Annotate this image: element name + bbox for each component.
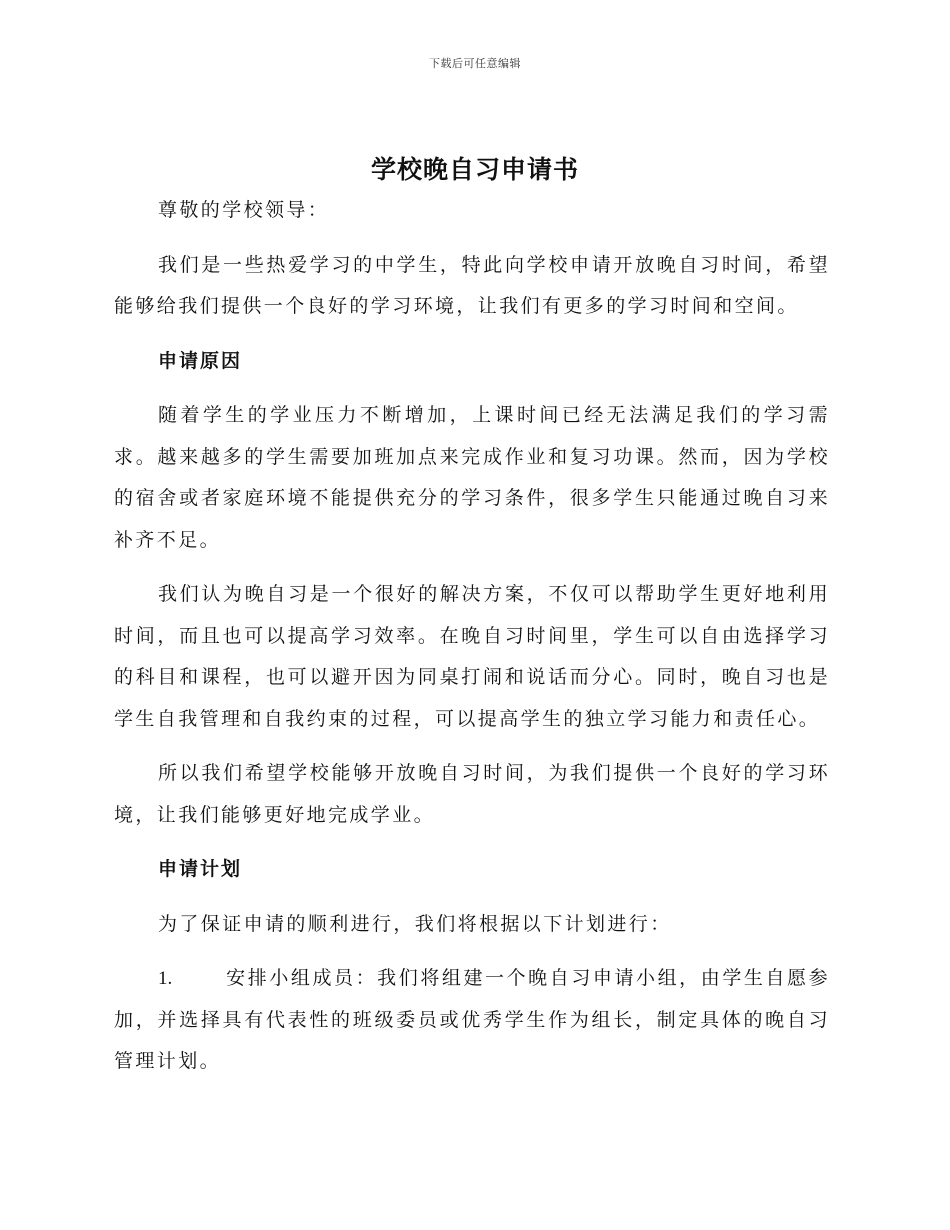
- list-item: [114, 958, 830, 1083]
- document-title: 学校晚自习申请书: [370, 155, 579, 184]
- section-heading-plan: 申请计划: [158, 858, 243, 880]
- plan-intro-paragraph: 为了保证申请的顺利进行，我们将根据以下计划进行：: [158, 912, 672, 935]
- list-item-number: 1.: [158, 968, 173, 989]
- reasons-paragraph-2: 我们认为晚自习是一个很好的解决方案，不仅可以帮助学生更好地利用时间，而且也可以提高学习效率。在晚自习时间里，学生可以自由选择学习的科目和课程，也可以避开因为同桌打闹和说话而分心。同时，晚自习也是学生自我管理和自我约束的过程，可以提高学生的独立学习能力和责任心。: [114, 583, 830, 730]
- document-body: [114, 190, 830, 1083]
- header-note: 下载后可任意编辑: [429, 57, 521, 70]
- intro-paragraph: 我们是一些热爱学习的中学生，特此向学校申请开放晚自习时间，希望能够给我们提供一个良好的学习环境，让我们有更多的学习时间和空间。: [114, 253, 830, 317]
- reasons-paragraph-3: 所以我们希望学校能够开放晚自习时间，为我们提供一个良好的学习环境，让我们能够更好地完成学业。: [114, 762, 830, 826]
- list-item-text: 安排小组成员：我们将组建一个晚自习申请小组，由学生自愿参加，并选择具有代表性的班级委员或优秀学生作为组长，制定具体的晚自习管理计划。: [114, 967, 830, 1072]
- salutation: 尊敬的学校领导：: [158, 199, 330, 221]
- section-heading-reasons: 申请原因: [158, 349, 243, 372]
- reasons-paragraph-1: 随着学生的学业压力不断增加，上课时间已经无法满足我们的学习需求。越来越多的学生需要加班加点来完成作业和复习功课。然而，因为学校的宿舍或者家庭环境不能提供充分的学习条件，很多学生只能通过晚自习来补齐不足。: [114, 404, 830, 551]
